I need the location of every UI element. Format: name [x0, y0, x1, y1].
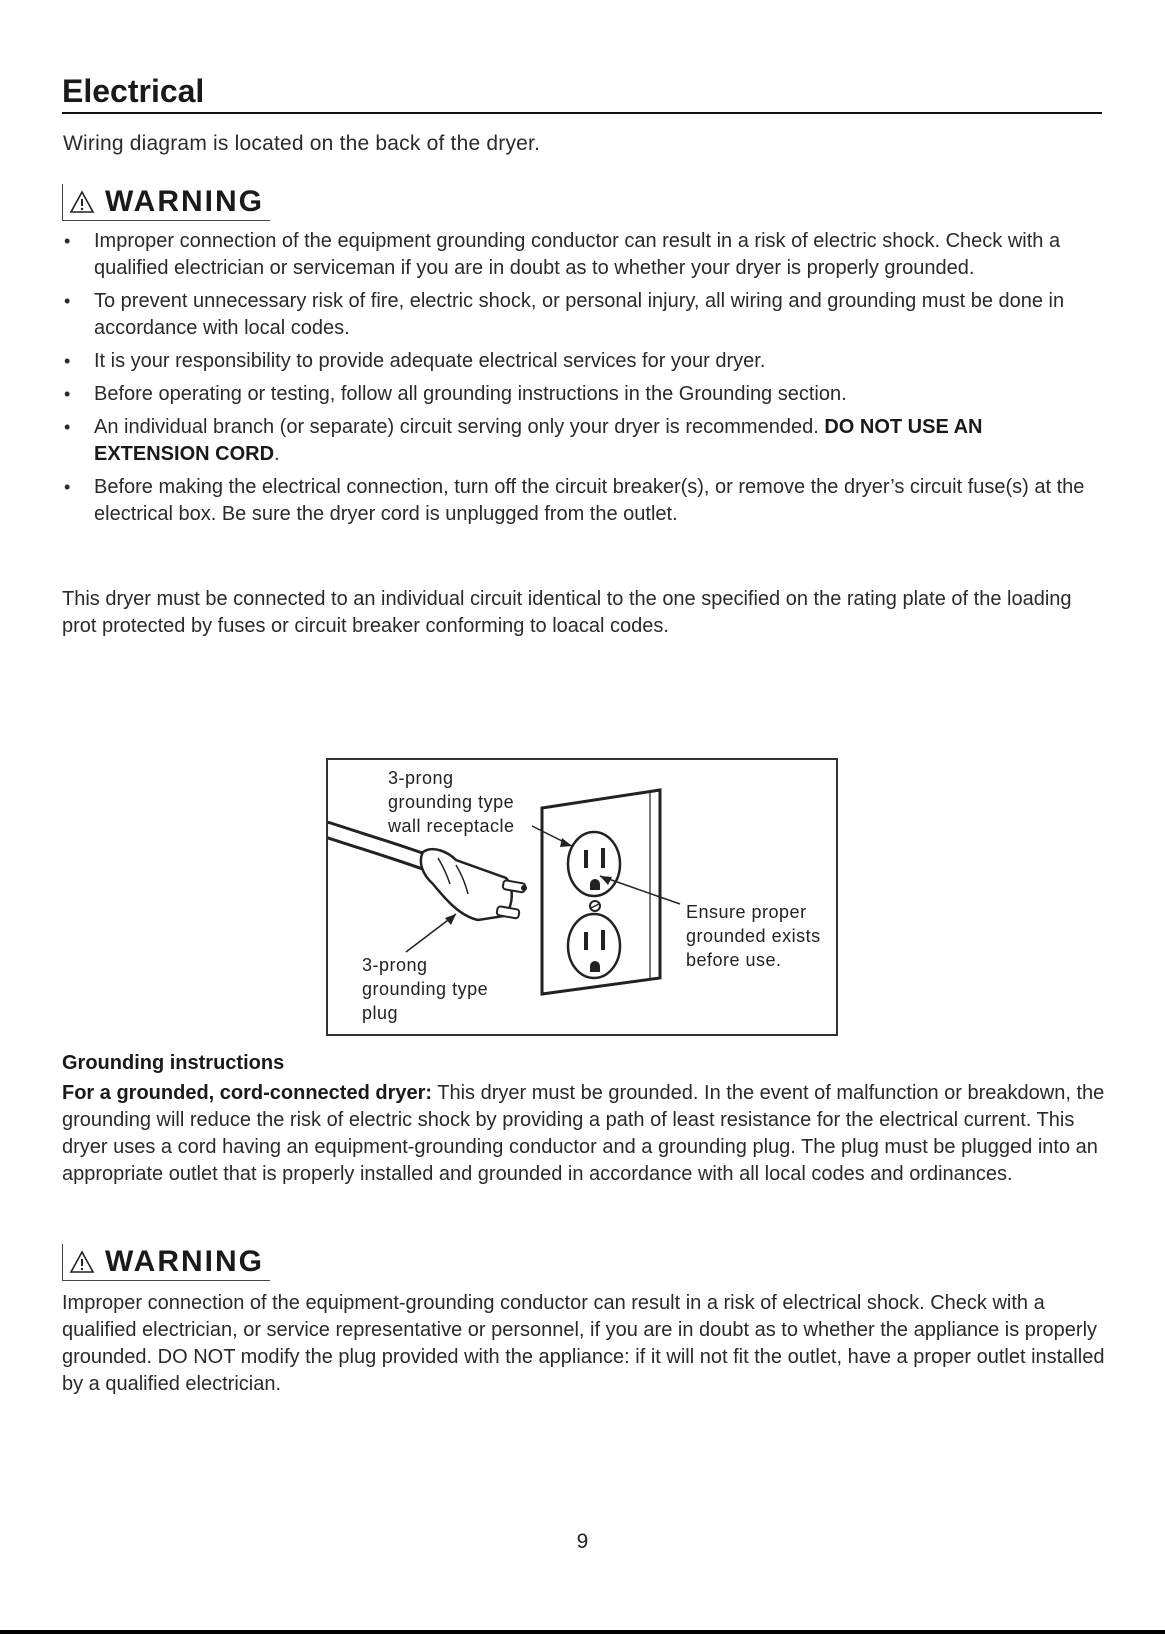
warning-triangle-icon: [69, 190, 95, 214]
bullet-bold-text: DO NOT USE AN EXTENSION CORD: [94, 416, 983, 465]
grounding-paragraph: [62, 1080, 1107, 1188]
warning-2-paragraph: Improper connection of the equipment-grounding conductor can result in a risk of electrical shock. Check with a qualified electrician, or service representative or personnel, if you are in doubt as to whether the appliance is properly grounded. DO NOT modify the plug provided with the appliance: if it will not fit the outlet, have a proper outlet installed by a qualified electrician.: [62, 1292, 1105, 1395]
list-item: [62, 474, 1102, 528]
list-item: [62, 348, 1102, 375]
warning-heading-1: [62, 184, 270, 221]
page-bottom-rule: [0, 1630, 1165, 1634]
outlet-icon: [542, 790, 660, 994]
grounding-diagram: [326, 758, 838, 1036]
intro-text: Wiring diagram is located on the back of the dryer.: [63, 132, 541, 155]
list-item: [62, 288, 1102, 342]
grounding-body: This dryer must be grounded. In the event of malfunction or breakdown, the grounding will reduce the risk of electric shock by providing a path of least resistance for the electrical current. This dryer uses a cord having an equipment-grounding conductor and a grounding plug. The plug must be plugged into an appropriate outlet that is properly installed and grounded in accordance with all local codes and ordinances.: [62, 1082, 1105, 1185]
section-title: Electrical: [62, 70, 1102, 114]
warning-heading-2: [62, 1244, 270, 1281]
warning-triangle-icon: [69, 1250, 95, 1274]
grounding-lead: For a grounded, cord-connected dryer:: [62, 1082, 433, 1104]
warning-heading-text: WARNING: [105, 1245, 264, 1278]
bullet-text: It is your responsibility to provide adequate electrical services for your dryer.: [94, 350, 766, 372]
bullet-text: Before operating or testing, follow all grounding instructions in the Grounding section.: [94, 383, 847, 405]
bullet-text: Improper connection of the equipment grounding conductor can result in a risk of electric shock. Check with a qualified electrician or serviceman if you are in doubt as to whether your dryer is properly grounded.: [94, 230, 1061, 279]
warning-bullet-list: [62, 228, 1102, 534]
bullet-text: An individual branch (or separate) circuit serving only your dryer is recommended.: [94, 416, 825, 438]
list-item: [62, 381, 1102, 408]
receptacle-label: 3-prong grounding type wall receptacle: [388, 768, 515, 836]
bullet-text: To prevent unnecessary risk of fire, electric shock, or personal injury, all wiring and grounding must be done in accordance with local codes.: [94, 290, 1065, 339]
bullet-text-end: .: [274, 443, 280, 465]
page-number: 9: [576, 1530, 589, 1553]
ground-label: Ensure proper grounded exists before use.: [686, 902, 821, 970]
bullet-text: Before making the electrical connection, turn off the circuit breaker(s), or remove the dryer’s circuit fuse(s) at the electrical box. Be sure the dryer cord is unplugged from the outlet.: [94, 476, 1085, 525]
list-item: [62, 228, 1102, 282]
plug-icon: [328, 830, 527, 920]
grounding-title: Grounding instructions: [62, 1052, 285, 1074]
list-item: [62, 414, 1102, 468]
warning-heading-text: WARNING: [105, 185, 264, 218]
plug-label: 3-prong grounding type plug: [362, 955, 489, 1023]
circuit-paragraph: This dryer must be connected to an individual circuit identical to the one specified on the rating plate of the loading prot protected by fuses or circuit breaker conforming to loacal codes.: [62, 588, 1072, 637]
